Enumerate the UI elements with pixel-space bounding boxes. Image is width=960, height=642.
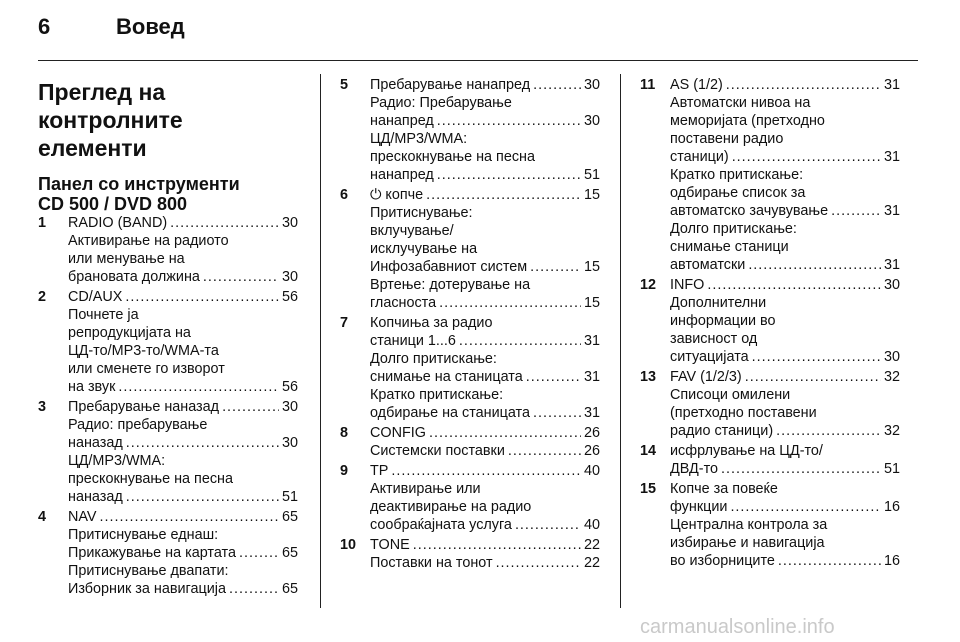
description-text: функции (670, 499, 728, 515)
page-reference: 51 (883, 461, 900, 477)
description-text: нанапред (370, 113, 434, 129)
description-line (670, 460, 900, 478)
description-line (68, 342, 298, 360)
description-line (670, 220, 900, 238)
description-text: станици) (670, 149, 729, 165)
control-description (670, 76, 900, 274)
control-description (670, 480, 900, 570)
description-text: на звук (68, 379, 116, 395)
description-line (68, 232, 298, 250)
description-line (68, 416, 298, 434)
description-text: гласноста (370, 295, 437, 311)
description-text: Радио: Пребарување (370, 95, 512, 111)
page-reference: 16 (883, 499, 900, 515)
control-entry (38, 214, 298, 286)
description-line (370, 332, 600, 350)
description-line (370, 294, 600, 312)
description-line (370, 554, 600, 572)
description-line (370, 314, 600, 332)
dot-leader (533, 76, 581, 94)
control-number: 15 (640, 481, 657, 497)
description-line (68, 544, 298, 562)
control-entry (340, 536, 600, 572)
description-text: Притиснување: (370, 205, 473, 221)
control-description (68, 214, 298, 286)
dot-leader (776, 422, 881, 440)
page-reference: 31 (583, 405, 600, 421)
description-line (670, 442, 900, 460)
description-line (670, 404, 900, 422)
description-line (370, 498, 600, 516)
description-text: NAV (68, 509, 97, 525)
description-line (370, 186, 600, 204)
description-text: Почнете ја (68, 307, 139, 323)
description-line (370, 424, 600, 442)
control-number: 14 (640, 443, 657, 459)
dot-leader (778, 552, 881, 570)
description-line (68, 378, 298, 396)
dot-leader (391, 462, 581, 480)
dot-leader (748, 256, 881, 274)
page-reference: 51 (583, 167, 600, 183)
dot-leader (707, 276, 881, 294)
description-line (670, 202, 900, 220)
control-list (38, 214, 298, 598)
description-line (670, 480, 900, 498)
description-line (670, 552, 900, 570)
description-line (68, 324, 298, 342)
description-text: ЦД/MP3/WMA: (370, 131, 468, 147)
description-line (370, 516, 600, 534)
description-line (370, 148, 600, 166)
page-reference: 30 (883, 277, 900, 293)
page-reference: 16 (883, 553, 900, 569)
control-number: 5 (340, 77, 349, 93)
description-text: прескокнување на песна (370, 149, 535, 165)
description-text: AS (1/2) (670, 77, 723, 93)
description-line (370, 240, 600, 258)
dot-leader (726, 76, 881, 94)
description-line (370, 130, 600, 148)
description-text: TP (370, 463, 389, 479)
control-number: 10 (340, 537, 357, 553)
description-line (370, 350, 600, 368)
control-number: 11 (640, 77, 656, 93)
section-heading-line: Преглед на контролните (38, 79, 183, 133)
dot-leader (203, 268, 279, 286)
page-reference: 31 (583, 333, 600, 349)
description-text: CONFIG (370, 425, 426, 441)
description-text: исклучување на (370, 241, 478, 257)
chapter-title: Вовед (116, 14, 185, 39)
page-reference: 32 (883, 369, 900, 385)
description-line (68, 452, 298, 470)
description-line (370, 204, 600, 222)
control-number: 12 (640, 277, 657, 293)
description-line (68, 306, 298, 324)
description-line (670, 348, 900, 366)
page-reference: 30 (281, 269, 298, 285)
description-text: Активирање или (370, 481, 481, 497)
control-number: 13 (640, 369, 657, 385)
control-entry (640, 276, 900, 366)
description-line (370, 404, 600, 422)
header-divider (38, 60, 918, 61)
description-text: ДВД-то (670, 461, 718, 477)
dot-leader (118, 378, 279, 396)
description-text: станици 1...6 (370, 333, 456, 349)
description-text: Изборник за навигација (68, 581, 226, 597)
description-text: снимање станици (670, 239, 789, 255)
description-line (670, 166, 900, 184)
control-entry (38, 508, 298, 598)
description-text: наназад (68, 489, 123, 505)
control-description (670, 442, 900, 478)
dot-leader (126, 488, 279, 506)
description-line (670, 312, 900, 330)
dot-leader (745, 368, 881, 386)
description-text: меморијата (претходно (670, 113, 825, 129)
dot-leader (831, 202, 881, 220)
page-reference: 65 (281, 545, 298, 561)
page-reference: 32 (883, 423, 900, 439)
description-line (68, 434, 298, 452)
description-line (670, 112, 900, 130)
page-reference: 22 (583, 537, 600, 553)
control-description (370, 76, 600, 184)
page-reference: 65 (281, 509, 298, 525)
description-text: во изборниците (670, 553, 775, 569)
description-text: избирање и навигација (670, 535, 825, 551)
description-text: Списоци омилени (670, 387, 791, 403)
description-text: Долго притискање: (370, 351, 497, 367)
description-line (670, 422, 900, 440)
description-line (670, 498, 900, 516)
description-line (68, 526, 298, 544)
dot-leader (426, 186, 581, 204)
page-reference: 30 (883, 349, 900, 365)
control-number: 9 (340, 463, 349, 479)
description-line (670, 534, 900, 552)
description-line (68, 360, 298, 378)
description-line (670, 386, 900, 404)
description-text: INFO (670, 277, 705, 293)
control-entry (340, 76, 600, 184)
control-entry (340, 462, 600, 534)
description-text: вклучување/ (370, 223, 454, 239)
control-description (370, 462, 600, 534)
dot-leader (229, 580, 279, 598)
dot-leader (125, 288, 279, 306)
dot-leader (496, 554, 581, 572)
control-entry (38, 288, 298, 396)
column-1 (38, 78, 298, 600)
description-line (370, 76, 600, 94)
dot-leader (126, 434, 279, 452)
control-entry (38, 398, 298, 506)
description-text: (претходно поставени (670, 405, 817, 421)
column-2 (340, 76, 600, 574)
description-text: Дополнителни (670, 295, 767, 311)
description-line (670, 238, 900, 256)
page-number: 6 (38, 14, 51, 39)
description-line (370, 276, 600, 294)
description-line (670, 76, 900, 94)
description-line (670, 130, 900, 148)
description-line (68, 580, 298, 598)
description-text: Централна контрола за (670, 517, 828, 533)
description-text: TONE (370, 537, 410, 553)
dot-leader (508, 442, 581, 460)
page-reference: 31 (883, 77, 900, 93)
description-text: брановата должина (68, 269, 200, 285)
control-entry (340, 314, 600, 422)
description-text: Копчиња за радио (370, 315, 493, 331)
page-reference: 26 (583, 425, 600, 441)
description-line (68, 398, 298, 416)
dot-leader (459, 332, 581, 350)
page-reference: 40 (583, 517, 600, 533)
description-text: зависност од (670, 331, 758, 347)
description-text: Вртење: дотерување на (370, 277, 531, 293)
description-line (68, 470, 298, 488)
control-description (370, 186, 600, 312)
control-number: 6 (340, 187, 349, 203)
control-description (68, 288, 298, 396)
description-text: Прикажување на картата (68, 545, 236, 561)
description-line (670, 294, 900, 312)
page-reference: 51 (281, 489, 298, 505)
description-text: или сменете го изворот (68, 361, 225, 377)
dot-leader (437, 166, 581, 184)
description-line (370, 536, 600, 554)
description-text: Копче за повеќе (670, 481, 778, 497)
dot-leader (170, 214, 279, 232)
description-text: ЦД-то/МР3-то/WMA-та (68, 343, 219, 359)
page-reference: 56 (281, 289, 298, 305)
control-description (370, 424, 600, 460)
description-line (68, 562, 298, 580)
description-line (370, 258, 600, 276)
description-text: одбирање на станицата (370, 405, 530, 421)
description-line (670, 368, 900, 386)
column-divider (620, 74, 621, 608)
description-text: сообраќајната услуга (370, 517, 512, 533)
description-text: Инфозабавниот систем (370, 259, 528, 275)
description-text: Радио: пребарување (68, 417, 208, 433)
description-line (370, 94, 600, 112)
dot-leader (239, 544, 279, 562)
page-reference: 40 (583, 463, 600, 479)
page-reference: 26 (583, 443, 600, 459)
control-list (340, 76, 600, 572)
control-number: 8 (340, 425, 349, 441)
control-description (670, 368, 900, 440)
description-text: снимање на станицата (370, 369, 523, 385)
page-reference: 31 (883, 257, 900, 273)
description-text: Кратко притискање: (670, 167, 804, 183)
description-text: одбирање список за (670, 185, 806, 201)
page-reference: 30 (281, 215, 298, 231)
control-number: 2 (38, 289, 47, 305)
dot-leader (732, 148, 881, 166)
subsection-heading-line: CD 500 / DVD 800 (38, 194, 188, 214)
description-text: или менување на (68, 251, 185, 267)
description-text: исфрлување на ЦД-то/ (670, 443, 823, 459)
dot-leader (533, 404, 581, 422)
page-reference: 31 (883, 149, 900, 165)
dot-leader (530, 258, 581, 276)
description-text: Автоматски нивоа на (670, 95, 811, 111)
control-number: 4 (38, 509, 47, 525)
dot-leader (413, 536, 581, 554)
dot-leader (437, 112, 581, 130)
control-list (640, 76, 900, 570)
column-3 (640, 76, 900, 572)
description-line (370, 112, 600, 130)
dot-leader (730, 498, 881, 516)
page-reference: 30 (583, 77, 600, 93)
page-reference: 31 (883, 203, 900, 219)
page-reference: 56 (281, 379, 298, 395)
description-line (370, 480, 600, 498)
dot-leader (429, 424, 581, 442)
control-description (670, 276, 900, 366)
dot-leader (515, 516, 581, 534)
description-line (670, 256, 900, 274)
page-reference: 15 (583, 259, 600, 275)
description-line (68, 288, 298, 306)
dot-leader (222, 398, 279, 416)
description-line (370, 166, 600, 184)
description-line (370, 222, 600, 240)
description-line (68, 268, 298, 286)
description-text: Системски поставки (370, 443, 505, 459)
control-entry (640, 442, 900, 478)
control-description (68, 398, 298, 506)
description-text: Притиснување двапати: (68, 563, 229, 579)
description-text: ситуацијата (670, 349, 749, 365)
control-entry (640, 480, 900, 570)
page-reference: 15 (583, 295, 600, 311)
description-line (370, 462, 600, 480)
description-line (68, 488, 298, 506)
page-reference: 30 (281, 399, 298, 415)
description-text: прескокнување на песна (68, 471, 233, 487)
section-heading-line: елементи (38, 135, 147, 161)
control-number: 3 (38, 399, 47, 415)
subsection-heading (38, 174, 298, 214)
description-text: FAV (1/2/3) (670, 369, 742, 385)
description-text: Пребарување наназад (68, 399, 220, 415)
description-line (68, 250, 298, 268)
dot-leader (752, 348, 881, 366)
description-text: Притиснување еднаш: (68, 527, 219, 543)
description-line (370, 442, 600, 460)
description-text: Пребарување нанапред (370, 77, 531, 93)
description-line (370, 368, 600, 386)
description-text: ЦД/MP3/WMA: (68, 453, 166, 469)
description-text: поставени радио (670, 131, 784, 147)
control-entry (640, 76, 900, 274)
control-description (370, 314, 600, 422)
description-text: CD/AUX (68, 289, 123, 305)
column-divider (320, 74, 321, 608)
subsection-heading-line: Панел со инструменти (38, 174, 240, 194)
description-line (670, 148, 900, 166)
description-text: нанапред (370, 167, 434, 183)
watermark: carmanualsonline.info (640, 616, 835, 638)
description-line (670, 330, 900, 348)
description-line (68, 508, 298, 526)
description-text: деактивирање на радио (370, 499, 532, 515)
description-text: радио станици) (670, 423, 774, 439)
page-reference: 15 (583, 187, 600, 203)
description-text: автоматско зачувување (670, 203, 829, 219)
control-number: 7 (340, 315, 349, 331)
dot-leader (526, 368, 581, 386)
description-line (68, 214, 298, 232)
dot-leader (100, 508, 279, 526)
control-description (370, 536, 600, 572)
control-description (68, 508, 298, 598)
control-entry (340, 186, 600, 312)
description-text: информации во (670, 313, 776, 329)
page-reference: 30 (583, 113, 600, 129)
description-line (670, 184, 900, 202)
description-line (670, 94, 900, 112)
description-text: автоматски (670, 257, 746, 273)
page-reference: 65 (281, 581, 298, 597)
description-text: репродукцијата на (68, 325, 191, 341)
control-entry (640, 368, 900, 440)
description-line (670, 516, 900, 534)
page-reference: 22 (583, 555, 600, 571)
description-line (370, 386, 600, 404)
description-text: Активирање на радиото (68, 233, 229, 249)
description-text: Кратко притискање: (370, 387, 504, 403)
page-reference: 31 (583, 369, 600, 385)
description-text: наназад (68, 435, 123, 451)
dot-leader (721, 460, 881, 478)
section-heading (38, 78, 298, 162)
description-text: Долго притискање: (670, 221, 797, 237)
description-text: RADIO (BAND) (68, 215, 168, 231)
control-number: 1 (38, 215, 47, 231)
description-text: Поставки на тонот (370, 555, 493, 571)
dot-leader (439, 294, 581, 312)
page-reference: 30 (281, 435, 298, 451)
description-line (670, 276, 900, 294)
description-text: ⏻ копче (370, 187, 424, 203)
control-entry (340, 424, 600, 460)
